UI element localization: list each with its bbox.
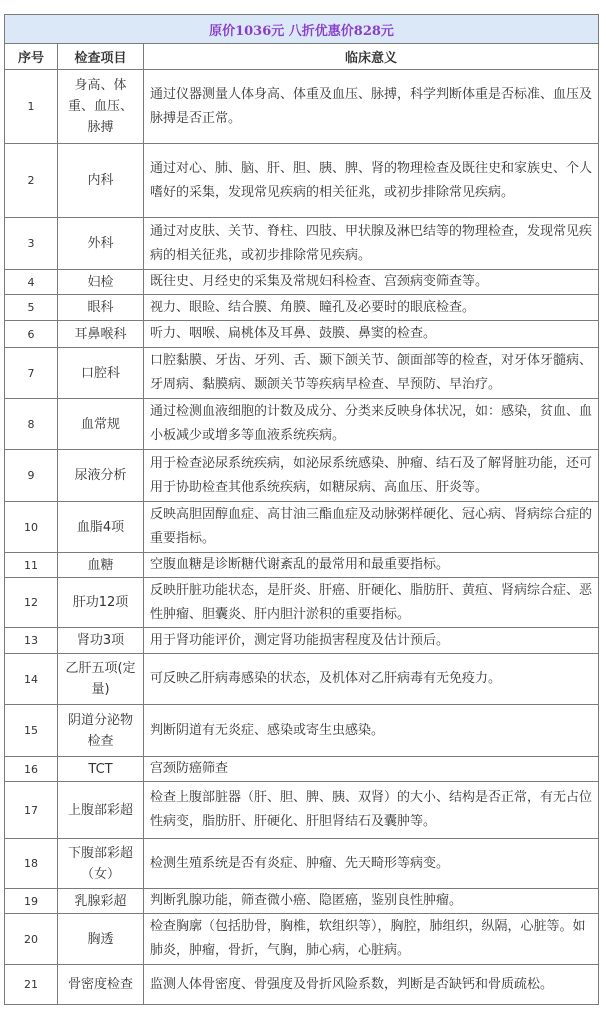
exam-item: 下腹部彩超（女） [58,839,144,889]
row-number: 11 [5,553,58,578]
row-number: 15 [5,705,58,757]
header-item: 检查项目 [58,44,144,70]
table-row [5,914,599,965]
clinical-meaning: 用于肾功能评价，测定肾功能损害程度及估计预后。 [144,628,599,654]
clinical-meaning: 视力、眼睑、结合膜、角膜、瞳孔及必要时的眼底检查。 [144,295,599,321]
row-number: 3 [5,218,58,270]
exam-table [4,14,599,1005]
clinical-meaning: 检查上腹部脏器（肝、胆、脾、胰、双肾）的大小、结构是否正常，有无占位性病变，脂肪肝、肝硬化、肝胆肾结石及囊肿等。 [144,782,599,839]
exam-item: 上腹部彩超 [58,782,144,839]
row-number: 8 [5,399,58,450]
row-number: 21 [5,965,58,1005]
clinical-meaning: 判断乳腺功能，筛查微小癌、隐匿癌，鉴别良性肿瘤。 [144,889,599,914]
exam-item: 胸透 [58,914,144,965]
row-number: 9 [5,450,58,502]
table-row [5,889,599,914]
clinical-meaning: 既往史、月经史的采集及常规妇科检查、宫颈病变筛查等。 [144,270,599,295]
row-number: 17 [5,782,58,839]
row-number: 20 [5,914,58,965]
header-no: 序号 [5,44,58,70]
exam-item: 耳鼻喉科 [58,321,144,348]
exam-item: 口腔科 [58,348,144,399]
clinical-meaning: 反映肝脏功能状态，是肝炎、肝癌、肝硬化、脂肪肝、黄疸、肾病综合症、恶性肿瘤、胆囊炎、肝内胆汁淤积的重要指标。 [144,578,599,628]
row-number: 10 [5,502,58,553]
table-row [5,270,599,295]
clinical-meaning: 宫颈防癌筛查 [144,757,599,782]
table-row [5,628,599,654]
clinical-meaning: 反映高胆固醇血症、高甘油三酯血症及动脉粥样硬化、冠心病、肾病综合症的重要指标。 [144,502,599,553]
clinical-meaning: 用于检查泌尿系统疾病，如泌尿系统感染、肿瘤、结石及了解肾脏功能，还可用于协助检查其他系统疾病，如糖尿病、高血压、肝炎等。 [144,450,599,502]
clinical-meaning: 检测生殖系统是否有炎症、肿瘤、先天畸形等病变。 [144,839,599,889]
row-number: 2 [5,144,58,218]
clinical-meaning: 可反映乙肝病毒感染的状态，及机体对乙肝病毒有无免疫力。 [144,654,599,705]
row-number: 6 [5,321,58,348]
exam-item: 妇检 [58,270,144,295]
clinical-meaning: 判断阴道有无炎症、感染或寄生虫感染。 [144,705,599,757]
clinical-meaning: 通过对心、肺、脑、肝、胆、胰、脾、肾的物理检查及既往史和家族史、个人嗜好的采集，发现常见疾病的相关征兆，或初步排除常见疾病。 [144,144,599,218]
row-number: 12 [5,578,58,628]
row-number: 4 [5,270,58,295]
exam-item: 血脂4项 [58,502,144,553]
exam-item: 肾功3项 [58,628,144,654]
clinical-meaning: 空腹血糖是诊断糖代谢紊乱的最常用和最重要指标。 [144,553,599,578]
table-row [5,70,599,144]
table-row [5,450,599,502]
table-row [5,965,599,1005]
row-number: 18 [5,839,58,889]
row-number: 1 [5,70,58,144]
exam-item: 肝功12项 [58,578,144,628]
clinical-meaning: 通过仪器测量人体身高、体重及血压、脉搏，科学判断体重是否标准、血压及脉搏是否正常。 [144,70,599,144]
table-row [5,839,599,889]
clinical-meaning: 口腔黏膜、牙齿、牙列、舌、颞下颌关节、颌面部等的检查，对牙体牙髓病、牙周病、黏膜病、颞颌关节等疾病早检查、早预防、早治疗。 [144,348,599,399]
exam-item: TCT [58,757,144,782]
table-row [5,502,599,553]
exam-item: 外科 [58,218,144,270]
header-meaning: 临床意义 [144,44,599,70]
table-row [5,705,599,757]
row-number: 14 [5,654,58,705]
row-number: 7 [5,348,58,399]
exam-item: 内科 [58,144,144,218]
table-row [5,553,599,578]
exam-item: 阴道分泌物检查 [58,705,144,757]
row-number: 19 [5,889,58,914]
table-row [5,144,599,218]
table-row [5,399,599,450]
exam-item: 血常规 [58,399,144,450]
exam-item: 骨密度检查 [58,965,144,1005]
exam-table-body [5,15,599,1005]
title-row [5,15,599,44]
clinical-meaning: 监测人体骨密度、骨强度及骨折风险系数，判断是否缺钙和骨质疏松。 [144,965,599,1005]
exam-item: 眼科 [58,295,144,321]
exam-item: 血糖 [58,553,144,578]
row-number: 16 [5,757,58,782]
table-row [5,321,599,348]
table-row [5,295,599,321]
clinical-meaning: 通过对皮肤、关节、脊柱、四肢、甲状腺及淋巴结等的物理检查，发现常见疾病的相关征兆，或初步排除常见疾病。 [144,218,599,270]
exam-item: 乳腺彩超 [58,889,144,914]
clinical-meaning: 检查胸廓（包括肋骨，胸椎，软组织等），胸腔，肺组织，纵隔，心脏等。如肺炎，肿瘤，骨折，气胸，肺心病，心脏病。 [144,914,599,965]
row-number: 5 [5,295,58,321]
exam-item: 尿液分析 [58,450,144,502]
table-row [5,578,599,628]
table-row [5,782,599,839]
table-row [5,757,599,782]
table-row [5,218,599,270]
clinical-meaning: 通过检测血液细胞的计数及成分、分类来反映身体状况，如：感染，贫血、血小板减少或增多等血液系统疾病。 [144,399,599,450]
header-row [5,44,599,70]
exam-item: 身高、体重、血压、脉搏 [58,70,144,144]
row-number: 13 [5,628,58,654]
exam-item: 乙肝五项(定量) [58,654,144,705]
price-title: 原价1036元 八折优惠价828元 [5,15,599,44]
table-row [5,654,599,705]
table-row [5,348,599,399]
clinical-meaning: 听力、咽喉、扁桃体及耳鼻、鼓膜、鼻窦的检查。 [144,321,599,348]
